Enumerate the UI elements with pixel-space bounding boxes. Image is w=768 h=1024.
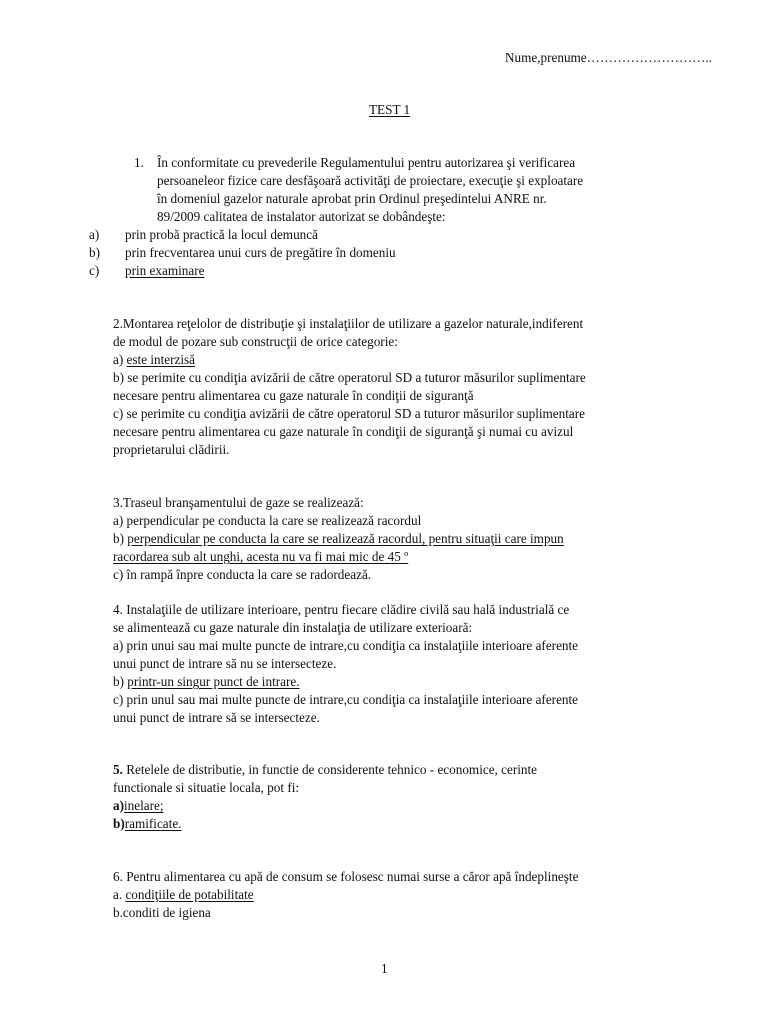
q4-option-b [113, 673, 673, 691]
q1-option-a [89, 226, 318, 244]
option-prefix: a) [113, 352, 127, 367]
question-5 [113, 761, 673, 833]
q2-option-b-line: b) se perimite cu condiţia avizării de către operatorul SD a tuturor măsurilor suplimentare [113, 370, 586, 385]
option-text-answer: este interzisă [126, 352, 196, 367]
option-label: a) [113, 798, 124, 813]
q5-number: 5. [113, 762, 123, 777]
q1-option-c [89, 262, 204, 280]
q4-option-c-line: unui punct de intrare să se intersecteze. [113, 710, 320, 725]
option-label: b) [113, 816, 125, 831]
q4-line: se alimentează cu gaze naturale din instalaţia de utilizare exterioară: [113, 620, 473, 635]
name-field-label: Nume,prenume……………………….. [505, 50, 712, 65]
q5-option-a [113, 797, 673, 815]
q5-stem-line: functionale si situatie locala, pot fi: [113, 780, 300, 795]
q6-option-b: b.conditi de igiena [113, 905, 211, 920]
q1-stem-line: În conformitate cu prevederile Regulamentului pentru autorizarea şi verificarea [157, 155, 576, 170]
q1-stem-line: 89/2009 calitatea de instalator autorizat se dobândeşte: [157, 209, 446, 224]
q2-stem-line: 2.Montarea reţelolor de distribuţie şi instalaţiilor de utilizare a gazelor naturale,indiferent [113, 316, 584, 331]
option-prefix: b) [113, 674, 128, 689]
q3-option-c: c) în rampă înpre conducta la care se radordează. [113, 567, 372, 582]
q2-option-b-line: necesare pentru alimentarea cu gaze naturale în condiţii de siguranţă [113, 388, 474, 403]
option-text-answer: prin examinare [125, 263, 205, 278]
q3-option-a: a) perpendicular pe conducta la care se realizează racordul [113, 513, 422, 528]
q5-option-b [113, 815, 673, 833]
q6-stem: 6. Pentru alimentarea cu apă de consum se folosesc numai surse a căror apă îndeplineşte [113, 869, 579, 884]
q1-number: 1. [134, 155, 144, 170]
option-text-answer: inelare; [124, 798, 164, 813]
option-text-answer: perpendicular pe conducta la care se realizează racordul, pentru situaţii care impun [127, 531, 564, 546]
option-text: prin frecventarea unui curs de pregătire în domeniu [125, 245, 396, 260]
option-text-answer: condiţiile de potabilitate [125, 887, 254, 902]
q1-stem [157, 154, 677, 226]
q2-stem-line: de modul de pozare sub construcţii de orice categorie: [113, 334, 398, 349]
option-prefix: b) [113, 531, 128, 546]
q6-option-a [113, 886, 673, 904]
question-3 [113, 494, 673, 584]
question-6 [113, 868, 673, 922]
question-4 [113, 601, 673, 727]
option-letter: c) [89, 263, 100, 278]
q4-option-c-line: c) prin unul sau mai multe puncte de intrare,cu condiţia ca instalaţiile interioare aferente [113, 692, 579, 707]
option-letter: b) [89, 245, 100, 260]
q2-option-c-line: c) se perimite cu condiţia avizării de către operatorul SD a tuturor măsurilor suplimentare [113, 406, 586, 421]
option-text-answer: ramificate. [124, 816, 182, 831]
q1-stem-line: persoaneleor fizice care desfăşoară activităţi de proiectare, execuţie şi exploatare [157, 173, 584, 188]
option-text-answer: printr-un singur punct de intrare. [127, 674, 300, 689]
q2-option-a [113, 351, 673, 369]
q5-stem-text: Retelele de distributie, in functie de considerente tehnico - economice, cerinte [122, 762, 538, 777]
q1-option-b [89, 244, 396, 262]
question-2 [113, 315, 673, 459]
q1-stem-line: în domeniul gazelor naturale aprobat prin Ordinul preşedintelui ANRE nr. [157, 191, 547, 206]
q5-stem-line [113, 761, 673, 779]
option-text: prin probă practică la locul demuncă [125, 227, 318, 242]
q4-line: 4. Instalaţiile de utilizare interioare, pentru fiecare clădire civilă sau hală industrială ce [113, 602, 570, 617]
q2-option-c-line: necesare pentru alimentarea cu gaze naturale în condiţii de siguranţă şi numai cu avizul [113, 424, 574, 439]
q3-option-b-cont [113, 548, 673, 566]
page-number: 1 [381, 961, 388, 976]
q2-option-c-line: proprietarului clădirii. [113, 442, 230, 457]
option-prefix: a. [113, 887, 126, 902]
q3-option-b [113, 530, 673, 548]
q3-stem: 3.Traseul branşamentului de gaze se realizează: [113, 495, 364, 510]
option-letter: a) [89, 227, 100, 242]
q4-line: a) prin unui sau mai multe puncte de intrare,cu condiţia ca instalaţiile interioare aferente [113, 638, 579, 653]
test-title: TEST 1 [369, 102, 411, 117]
q4-line: unui punct de intrare să nu se intersecteze. [113, 656, 337, 671]
option-text-answer: racordarea sub alt unghi, acesta nu va fi mai mic de 45 º [113, 549, 409, 564]
